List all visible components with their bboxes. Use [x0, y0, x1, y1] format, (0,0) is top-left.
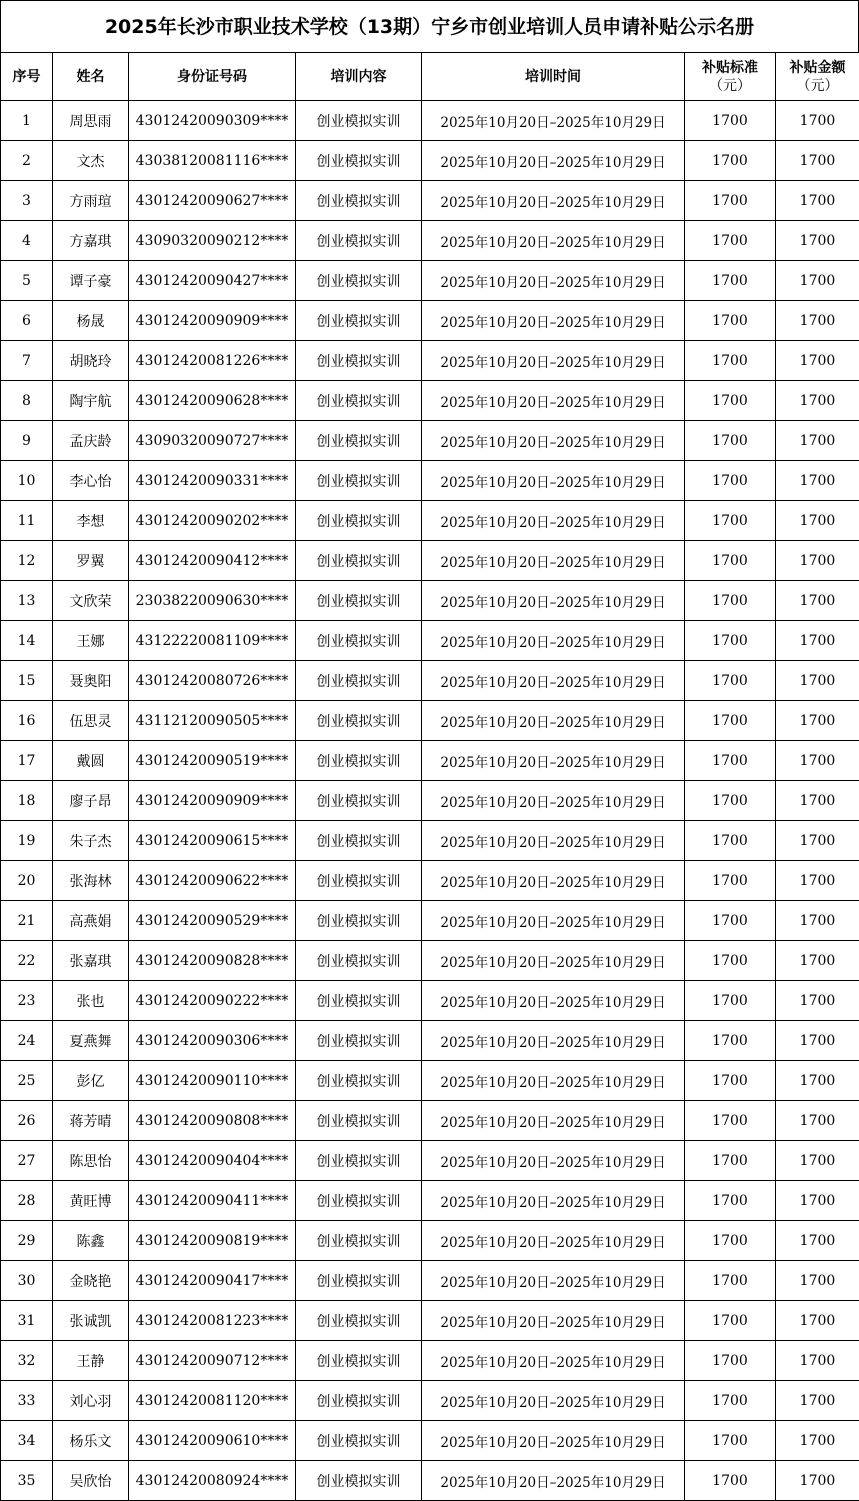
row-name: 谭子豪: [53, 261, 129, 301]
row-name: 刘心羽: [53, 1381, 129, 1421]
table-row: [1, 861, 859, 901]
row-time: 2025年10月20日–2025年10月29日: [422, 1221, 685, 1261]
header-name: 姓名: [53, 53, 129, 101]
row-training: 创业模拟实训: [296, 1261, 422, 1301]
row-training: 创业模拟实训: [296, 181, 422, 221]
header-amount: [776, 53, 859, 101]
row-training: 创业模拟实训: [296, 141, 422, 181]
row-standard: 1700: [685, 1341, 776, 1381]
row-amount: 1700: [776, 941, 859, 981]
row-standard: 1700: [685, 1181, 776, 1221]
header-standard-unit: （元）: [709, 77, 751, 94]
row-amount: 1700: [776, 1461, 859, 1501]
row-standard: 1700: [685, 781, 776, 821]
row-standard: 1700: [685, 421, 776, 461]
row-training: 创业模拟实训: [296, 821, 422, 861]
row-index: 30: [1, 1261, 53, 1301]
header-id: 身份证号码: [129, 53, 296, 101]
row-id-number: 43012420090404****: [129, 1141, 296, 1181]
row-time: 2025年10月20日–2025年10月29日: [422, 741, 685, 781]
row-index: 24: [1, 1021, 53, 1061]
row-amount: 1700: [776, 781, 859, 821]
row-id-number: 43012420090411****: [129, 1181, 296, 1221]
row-id-number: 43012420090331****: [129, 461, 296, 501]
row-amount: 1700: [776, 1021, 859, 1061]
row-training: 创业模拟实训: [296, 221, 422, 261]
row-standard: 1700: [685, 661, 776, 701]
row-amount: 1700: [776, 501, 859, 541]
row-index: 26: [1, 1101, 53, 1141]
table-row: [1, 741, 859, 781]
row-amount: 1700: [776, 101, 859, 141]
row-id-number: 43012420090202****: [129, 501, 296, 541]
row-training: 创业模拟实训: [296, 1141, 422, 1181]
row-id-number: 43090320090727****: [129, 421, 296, 461]
row-training: 创业模拟实训: [296, 741, 422, 781]
row-training: 创业模拟实训: [296, 1061, 422, 1101]
row-training: 创业模拟实训: [296, 501, 422, 541]
row-name: 张诚凯: [53, 1301, 129, 1341]
row-index: 8: [1, 381, 53, 421]
row-id-number: 43012420090808****: [129, 1101, 296, 1141]
row-id-number: 43012420090615****: [129, 821, 296, 861]
row-training: 创业模拟实训: [296, 1301, 422, 1341]
row-name: 彭亿: [53, 1061, 129, 1101]
table-row: [1, 261, 859, 301]
row-standard: 1700: [685, 1461, 776, 1501]
row-amount: 1700: [776, 301, 859, 341]
row-standard: 1700: [685, 261, 776, 301]
row-id-number: 43012420080726****: [129, 661, 296, 701]
row-index: 15: [1, 661, 53, 701]
row-name: 戴圆: [53, 741, 129, 781]
row-id-number: 23038220090630****: [129, 581, 296, 621]
row-training: 创业模拟实训: [296, 781, 422, 821]
row-index: 3: [1, 181, 53, 221]
row-standard: 1700: [685, 941, 776, 981]
row-index: 31: [1, 1301, 53, 1341]
row-index: 20: [1, 861, 53, 901]
row-name: 胡晓玲: [53, 341, 129, 381]
row-training: 创业模拟实训: [296, 341, 422, 381]
row-standard: 1700: [685, 1021, 776, 1061]
row-amount: 1700: [776, 621, 859, 661]
row-time: 2025年10月20日–2025年10月29日: [422, 421, 685, 461]
row-index: 19: [1, 821, 53, 861]
header-standard-label: 补贴标准: [702, 59, 758, 76]
row-index: 34: [1, 1421, 53, 1461]
row-time: 2025年10月20日–2025年10月29日: [422, 1421, 685, 1461]
row-time: 2025年10月20日–2025年10月29日: [422, 581, 685, 621]
table-row: [1, 821, 859, 861]
row-name: 朱子杰: [53, 821, 129, 861]
row-amount: 1700: [776, 141, 859, 181]
row-standard: 1700: [685, 821, 776, 861]
row-standard: 1700: [685, 701, 776, 741]
row-amount: 1700: [776, 541, 859, 581]
row-index: 23: [1, 981, 53, 1021]
row-index: 28: [1, 1181, 53, 1221]
table-row: [1, 421, 859, 461]
row-name: 廖子昂: [53, 781, 129, 821]
row-id-number: 43012420081120****: [129, 1381, 296, 1421]
row-id-number: 43122220081109****: [129, 621, 296, 661]
row-time: 2025年10月20日–2025年10月29日: [422, 1021, 685, 1061]
table-row: [1, 301, 859, 341]
row-id-number: 43012420090110****: [129, 1061, 296, 1101]
row-name: 张海林: [53, 861, 129, 901]
row-name: 张也: [53, 981, 129, 1021]
table-row: [1, 461, 859, 501]
table-row: [1, 221, 859, 261]
row-time: 2025年10月20日–2025年10月29日: [422, 861, 685, 901]
row-id-number: 43012420090417****: [129, 1261, 296, 1301]
row-standard: 1700: [685, 901, 776, 941]
row-amount: 1700: [776, 661, 859, 701]
row-amount: 1700: [776, 741, 859, 781]
row-time: 2025年10月20日–2025年10月29日: [422, 781, 685, 821]
row-standard: 1700: [685, 141, 776, 181]
row-standard: 1700: [685, 381, 776, 421]
table-row: [1, 341, 859, 381]
row-amount: 1700: [776, 1261, 859, 1301]
table-row: [1, 661, 859, 701]
row-name: 孟庆龄: [53, 421, 129, 461]
row-standard: 1700: [685, 1301, 776, 1341]
row-amount: 1700: [776, 221, 859, 261]
row-standard: 1700: [685, 221, 776, 261]
table-row: [1, 981, 859, 1021]
table-row: [1, 1301, 859, 1341]
row-name: 杨乐文: [53, 1421, 129, 1461]
row-amount: 1700: [776, 1141, 859, 1181]
row-training: 创业模拟实训: [296, 261, 422, 301]
row-training: 创业模拟实训: [296, 661, 422, 701]
row-amount: 1700: [776, 1341, 859, 1381]
table-row: [1, 1261, 859, 1301]
row-time: 2025年10月20日–2025年10月29日: [422, 1141, 685, 1181]
table-row: [1, 581, 859, 621]
row-name: 伍思灵: [53, 701, 129, 741]
row-training: 创业模拟实训: [296, 621, 422, 661]
row-standard: 1700: [685, 461, 776, 501]
row-name: 张嘉琪: [53, 941, 129, 981]
row-amount: 1700: [776, 581, 859, 621]
row-training: 创业模拟实训: [296, 541, 422, 581]
row-name: 夏燕舞: [53, 1021, 129, 1061]
row-amount: 1700: [776, 1381, 859, 1421]
row-time: 2025年10月20日–2025年10月29日: [422, 1461, 685, 1501]
row-time: 2025年10月20日–2025年10月29日: [422, 221, 685, 261]
row-id-number: 43012420090828****: [129, 941, 296, 981]
row-standard: 1700: [685, 341, 776, 381]
row-index: 25: [1, 1061, 53, 1101]
row-id-number: 43012420090909****: [129, 781, 296, 821]
row-id-number: 43012420090819****: [129, 1221, 296, 1261]
row-standard: 1700: [685, 501, 776, 541]
row-standard: 1700: [685, 541, 776, 581]
row-amount: 1700: [776, 1421, 859, 1461]
row-id-number: 43012420090622****: [129, 861, 296, 901]
row-time: 2025年10月20日–2025年10月29日: [422, 1341, 685, 1381]
row-standard: 1700: [685, 1101, 776, 1141]
row-standard: 1700: [685, 981, 776, 1021]
row-id-number: 43012420090909****: [129, 301, 296, 341]
row-standard: 1700: [685, 581, 776, 621]
row-index: 27: [1, 1141, 53, 1181]
table-body: [1, 101, 859, 1501]
row-time: 2025年10月20日–2025年10月29日: [422, 941, 685, 981]
row-training: 创业模拟实训: [296, 1221, 422, 1261]
row-name: 周思雨: [53, 101, 129, 141]
row-id-number: 43012420090627****: [129, 181, 296, 221]
row-training: 创业模拟实训: [296, 1101, 422, 1141]
row-time: 2025年10月20日–2025年10月29日: [422, 501, 685, 541]
row-amount: 1700: [776, 901, 859, 941]
row-name: 王娜: [53, 621, 129, 661]
row-amount: 1700: [776, 461, 859, 501]
row-time: 2025年10月20日–2025年10月29日: [422, 1301, 685, 1341]
row-amount: 1700: [776, 421, 859, 461]
row-training: 创业模拟实训: [296, 421, 422, 461]
row-amount: 1700: [776, 181, 859, 221]
row-standard: 1700: [685, 1221, 776, 1261]
row-standard: 1700: [685, 1261, 776, 1301]
row-id-number: 43012420090306****: [129, 1021, 296, 1061]
row-time: 2025年10月20日–2025年10月29日: [422, 101, 685, 141]
row-id-number: 43012420090529****: [129, 901, 296, 941]
header-amount-unit: （元）: [796, 77, 839, 94]
row-training: 创业模拟实训: [296, 1181, 422, 1221]
table-row: [1, 781, 859, 821]
header-index: 序号: [1, 53, 53, 101]
row-id-number: 43038120081116****: [129, 141, 296, 181]
row-amount: 1700: [776, 861, 859, 901]
row-name: 杨晟: [53, 301, 129, 341]
row-amount: 1700: [776, 261, 859, 301]
row-index: 17: [1, 741, 53, 781]
table-row: [1, 1461, 859, 1501]
row-id-number: 43012420090610****: [129, 1421, 296, 1461]
row-training: 创业模拟实训: [296, 1421, 422, 1461]
row-index: 10: [1, 461, 53, 501]
row-amount: 1700: [776, 821, 859, 861]
row-id-number: 43012420080924****: [129, 1461, 296, 1501]
row-name: 文杰: [53, 141, 129, 181]
row-amount: 1700: [776, 981, 859, 1021]
table-row: [1, 1181, 859, 1221]
row-time: 2025年10月20日–2025年10月29日: [422, 181, 685, 221]
row-name: 金晓艳: [53, 1261, 129, 1301]
row-amount: 1700: [776, 341, 859, 381]
row-index: 33: [1, 1381, 53, 1421]
row-id-number: 43012420090222****: [129, 981, 296, 1021]
document-title: 2025年长沙市职业技术学校（13期）宁乡市创业培训人员申请补贴公示名册: [0, 0, 859, 52]
row-amount: 1700: [776, 1301, 859, 1341]
row-standard: 1700: [685, 1421, 776, 1461]
table-row: [1, 1101, 859, 1141]
row-training: 创业模拟实训: [296, 101, 422, 141]
row-amount: 1700: [776, 1221, 859, 1261]
row-time: 2025年10月20日–2025年10月29日: [422, 1261, 685, 1301]
row-standard: 1700: [685, 301, 776, 341]
row-index: 5: [1, 261, 53, 301]
row-standard: 1700: [685, 181, 776, 221]
row-index: 14: [1, 621, 53, 661]
table-row: [1, 1021, 859, 1061]
row-standard: 1700: [685, 741, 776, 781]
row-training: 创业模拟实训: [296, 861, 422, 901]
table-row: [1, 1061, 859, 1101]
row-training: 创业模拟实训: [296, 301, 422, 341]
row-training: 创业模拟实训: [296, 1381, 422, 1421]
row-name: 李心怡: [53, 461, 129, 501]
row-time: 2025年10月20日–2025年10月29日: [422, 1061, 685, 1101]
row-name: 蒋芳晴: [53, 1101, 129, 1141]
table-row: [1, 181, 859, 221]
row-time: 2025年10月20日–2025年10月29日: [422, 461, 685, 501]
row-index: 4: [1, 221, 53, 261]
table-row: [1, 1341, 859, 1381]
row-time: 2025年10月20日–2025年10月29日: [422, 1381, 685, 1421]
row-name: 王静: [53, 1341, 129, 1381]
row-standard: 1700: [685, 1381, 776, 1421]
row-time: 2025年10月20日–2025年10月29日: [422, 981, 685, 1021]
row-index: 7: [1, 341, 53, 381]
row-index: 18: [1, 781, 53, 821]
table-row: [1, 1221, 859, 1261]
row-name: 陶宇航: [53, 381, 129, 421]
table-row: [1, 381, 859, 421]
row-name: 文欣荣: [53, 581, 129, 621]
row-standard: 1700: [685, 1141, 776, 1181]
row-index: 2: [1, 141, 53, 181]
row-name: 黄旺博: [53, 1181, 129, 1221]
table-row: [1, 141, 859, 181]
header-time: 培训时间: [422, 53, 685, 101]
row-index: 13: [1, 581, 53, 621]
row-index: 6: [1, 301, 53, 341]
row-name: 聂奥阳: [53, 661, 129, 701]
row-name: 方雨瑄: [53, 181, 129, 221]
row-name: 方嘉琪: [53, 221, 129, 261]
row-amount: 1700: [776, 381, 859, 421]
row-index: 29: [1, 1221, 53, 1261]
row-training: 创业模拟实训: [296, 981, 422, 1021]
table-row: [1, 901, 859, 941]
row-index: 1: [1, 101, 53, 141]
table-row: [1, 1421, 859, 1461]
header-amount-label: 补贴金额: [789, 59, 846, 76]
row-name: 李想: [53, 501, 129, 541]
table-row: [1, 941, 859, 981]
row-time: 2025年10月20日–2025年10月29日: [422, 141, 685, 181]
row-name: 罗翼: [53, 541, 129, 581]
row-id-number: 43112120090505****: [129, 701, 296, 741]
subsidy-table: [0, 52, 859, 1501]
row-time: 2025年10月20日–2025年10月29日: [422, 701, 685, 741]
row-time: 2025年10月20日–2025年10月29日: [422, 341, 685, 381]
row-index: 12: [1, 541, 53, 581]
row-id-number: 43012420081226****: [129, 341, 296, 381]
row-index: 11: [1, 501, 53, 541]
table-row: [1, 501, 859, 541]
row-amount: 1700: [776, 1061, 859, 1101]
row-training: 创业模拟实训: [296, 901, 422, 941]
header-standard: [685, 53, 776, 101]
row-standard: 1700: [685, 861, 776, 901]
header-training: 培训内容: [296, 53, 422, 101]
header-row: [1, 53, 859, 101]
row-index: 35: [1, 1461, 53, 1501]
row-amount: 1700: [776, 701, 859, 741]
row-training: 创业模拟实训: [296, 581, 422, 621]
row-id-number: 43012420090628****: [129, 381, 296, 421]
row-training: 创业模拟实训: [296, 941, 422, 981]
row-time: 2025年10月20日–2025年10月29日: [422, 261, 685, 301]
row-name: 吴欣怡: [53, 1461, 129, 1501]
row-time: 2025年10月20日–2025年10月29日: [422, 1181, 685, 1221]
row-index: 21: [1, 901, 53, 941]
row-index: 16: [1, 701, 53, 741]
row-id-number: 43012420090712****: [129, 1341, 296, 1381]
row-amount: 1700: [776, 1181, 859, 1221]
row-id-number: 43012420090519****: [129, 741, 296, 781]
table-row: [1, 101, 859, 141]
row-id-number: 43012420090412****: [129, 541, 296, 581]
row-training: 创业模拟实训: [296, 1021, 422, 1061]
table-row: [1, 701, 859, 741]
row-amount: 1700: [776, 1101, 859, 1141]
row-time: 2025年10月20日–2025年10月29日: [422, 381, 685, 421]
table-row: [1, 1141, 859, 1181]
row-training: 创业模拟实训: [296, 381, 422, 421]
row-training: 创业模拟实训: [296, 1341, 422, 1381]
row-index: 32: [1, 1341, 53, 1381]
row-name: 陈鑫: [53, 1221, 129, 1261]
row-training: 创业模拟实训: [296, 1461, 422, 1501]
row-id-number: 43012420090309****: [129, 101, 296, 141]
row-time: 2025年10月20日–2025年10月29日: [422, 821, 685, 861]
row-name: 高燕娟: [53, 901, 129, 941]
row-time: 2025年10月20日–2025年10月29日: [422, 661, 685, 701]
row-standard: 1700: [685, 621, 776, 661]
row-time: 2025年10月20日–2025年10月29日: [422, 901, 685, 941]
row-standard: 1700: [685, 101, 776, 141]
table-row: [1, 1381, 859, 1421]
row-id-number: 43090320090212****: [129, 221, 296, 261]
row-time: 2025年10月20日–2025年10月29日: [422, 1101, 685, 1141]
row-index: 22: [1, 941, 53, 981]
row-time: 2025年10月20日–2025年10月29日: [422, 621, 685, 661]
row-time: 2025年10月20日–2025年10月29日: [422, 301, 685, 341]
table-row: [1, 621, 859, 661]
row-training: 创业模拟实训: [296, 461, 422, 501]
row-standard: 1700: [685, 1061, 776, 1101]
row-time: 2025年10月20日–2025年10月29日: [422, 541, 685, 581]
row-name: 陈思怡: [53, 1141, 129, 1181]
row-id-number: 43012420081223****: [129, 1301, 296, 1341]
table-row: [1, 541, 859, 581]
row-training: 创业模拟实训: [296, 701, 422, 741]
row-index: 9: [1, 421, 53, 461]
row-id-number: 43012420090427****: [129, 261, 296, 301]
